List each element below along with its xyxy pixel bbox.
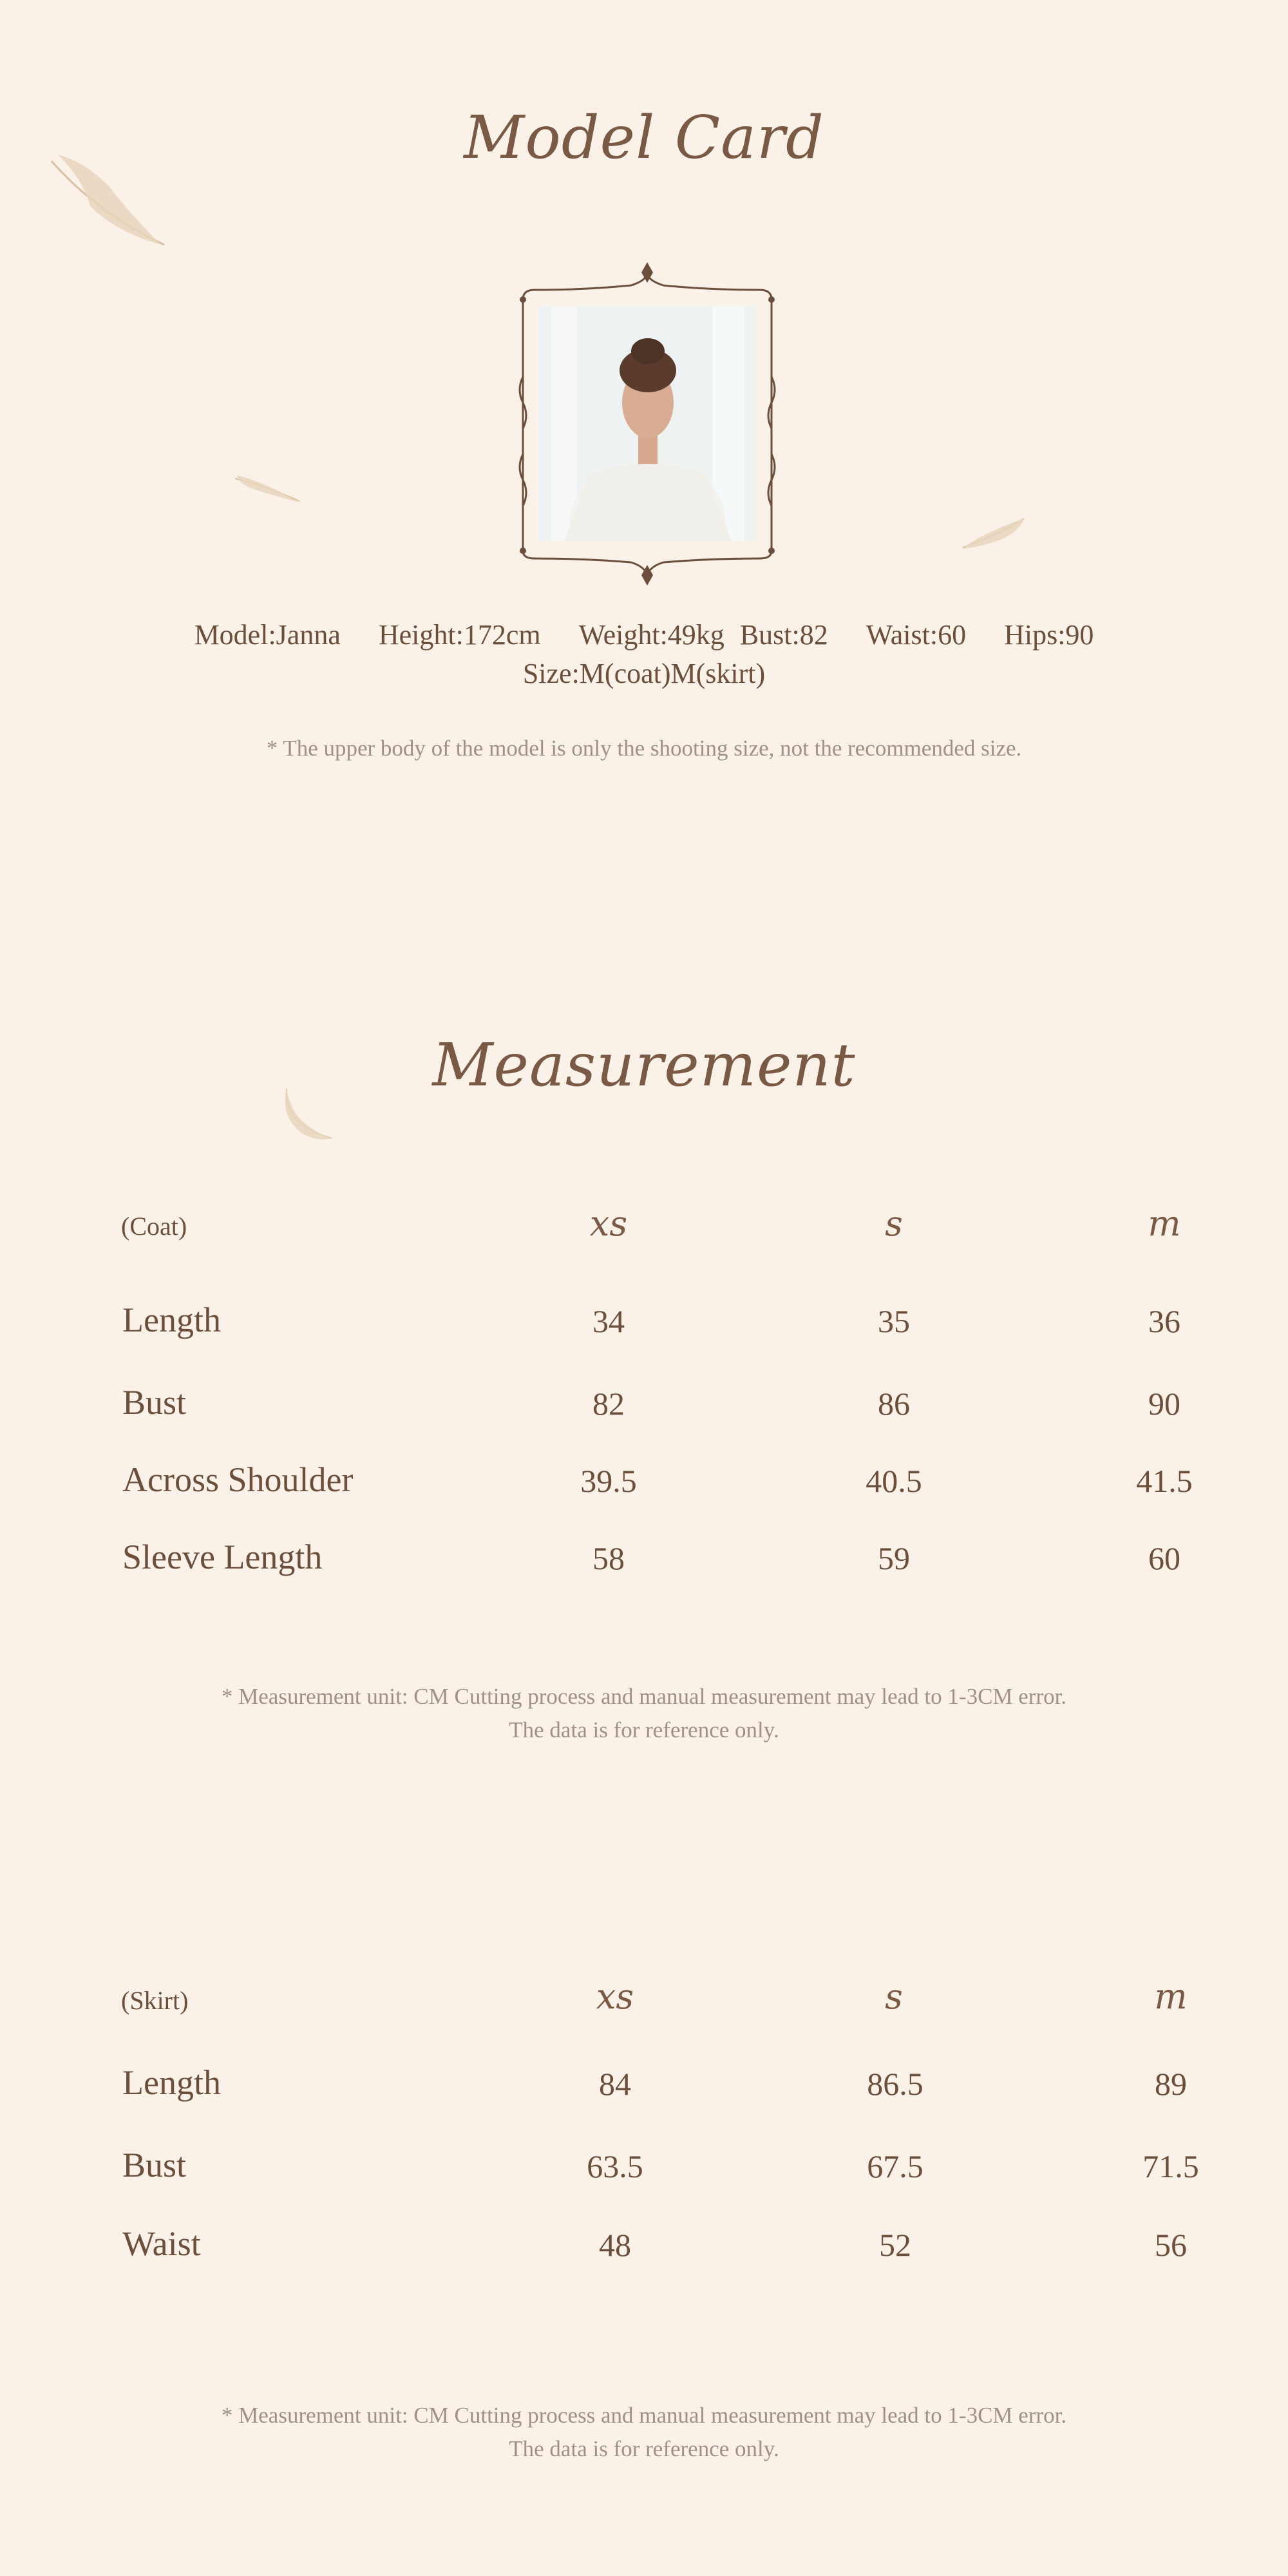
size-header-s: s: [885, 1976, 903, 2017]
table-cell: 86.5: [867, 2066, 923, 2102]
size-header-xs: xs: [589, 1203, 628, 1244]
table-cell: 86: [878, 1386, 910, 1422]
skirt-note-line2: The data is for reference only.: [509, 2436, 779, 2461]
row-label-bust: Bust: [122, 1383, 187, 1422]
table-cell: 90: [1148, 1386, 1180, 1422]
size-header-xs: xs: [596, 1976, 634, 2017]
table-cell: 39.5: [580, 1463, 637, 1499]
model-waist: Waist:60: [866, 619, 967, 651]
model-weight: Weight:49kg: [578, 619, 724, 651]
table-cell: 40.5: [866, 1463, 922, 1499]
feather-decoration: [232, 469, 303, 508]
model-bust: Bust:82: [739, 619, 828, 651]
model-height: Height:172cm: [378, 619, 541, 651]
coat-note-line2: The data is for reference only.: [509, 1717, 779, 1742]
table-cell: 41.5: [1136, 1463, 1193, 1499]
table-cell: 67.5: [867, 2148, 923, 2184]
table-cell: 59: [878, 1540, 910, 1576]
row-label-bust: Bust: [122, 2146, 187, 2184]
table-cell: 89: [1155, 2066, 1187, 2102]
table-cell: 58: [592, 1540, 625, 1576]
measurement-title: Measurement: [432, 1031, 856, 1100]
model-hips: Hips:90: [1004, 619, 1094, 651]
table-cell: 48: [599, 2227, 631, 2263]
table-cell: 52: [879, 2227, 911, 2263]
table-cell: 84: [599, 2066, 631, 2102]
model-photo-frame: [515, 261, 779, 586]
table-cell: 56: [1155, 2227, 1187, 2263]
table-cell: 63.5: [587, 2148, 643, 2184]
coat-table-label: (Coat): [121, 1212, 187, 1241]
coat-note-line1: * Measurement unit: CM Cutting process and manual measurement may lead to 1-3CM error.: [221, 1684, 1067, 1709]
model-name: Model:Janna: [194, 619, 341, 651]
size-header-s: s: [885, 1203, 903, 1244]
model-size: Size:M(coat)M(skirt): [522, 658, 766, 689]
row-label-waist: Waist: [122, 2224, 201, 2263]
row-label-length: Length: [122, 1301, 221, 1339]
model-card-title: Model Card: [464, 103, 824, 172]
feather-decoration: [960, 515, 1027, 554]
size-header-m: m: [1148, 1203, 1181, 1244]
table-cell: 36: [1148, 1303, 1180, 1339]
model-info: [0, 618, 1288, 651]
table-cell: 60: [1148, 1540, 1180, 1576]
skirt-note-line1: * Measurement unit: CM Cutting process and manual measurement may lead to 1-3CM error.: [221, 2403, 1067, 2428]
row-label-length: Length: [122, 2063, 221, 2102]
table-cell: 35: [878, 1303, 910, 1339]
table-cell: 82: [592, 1386, 625, 1422]
skirt-table-label: (Skirt): [121, 1986, 189, 2015]
table-cell: 71.5: [1142, 2148, 1199, 2184]
row-label-across-shoulder: Across Shoulder: [122, 1460, 354, 1499]
model-note: * The upper body of the model is only the shooting size, not the recommended size.: [266, 736, 1022, 761]
table-cell: 34: [592, 1303, 625, 1339]
size-header-m: m: [1154, 1976, 1188, 2017]
row-label-sleeve-length: Sleeve Length: [122, 1538, 323, 1576]
